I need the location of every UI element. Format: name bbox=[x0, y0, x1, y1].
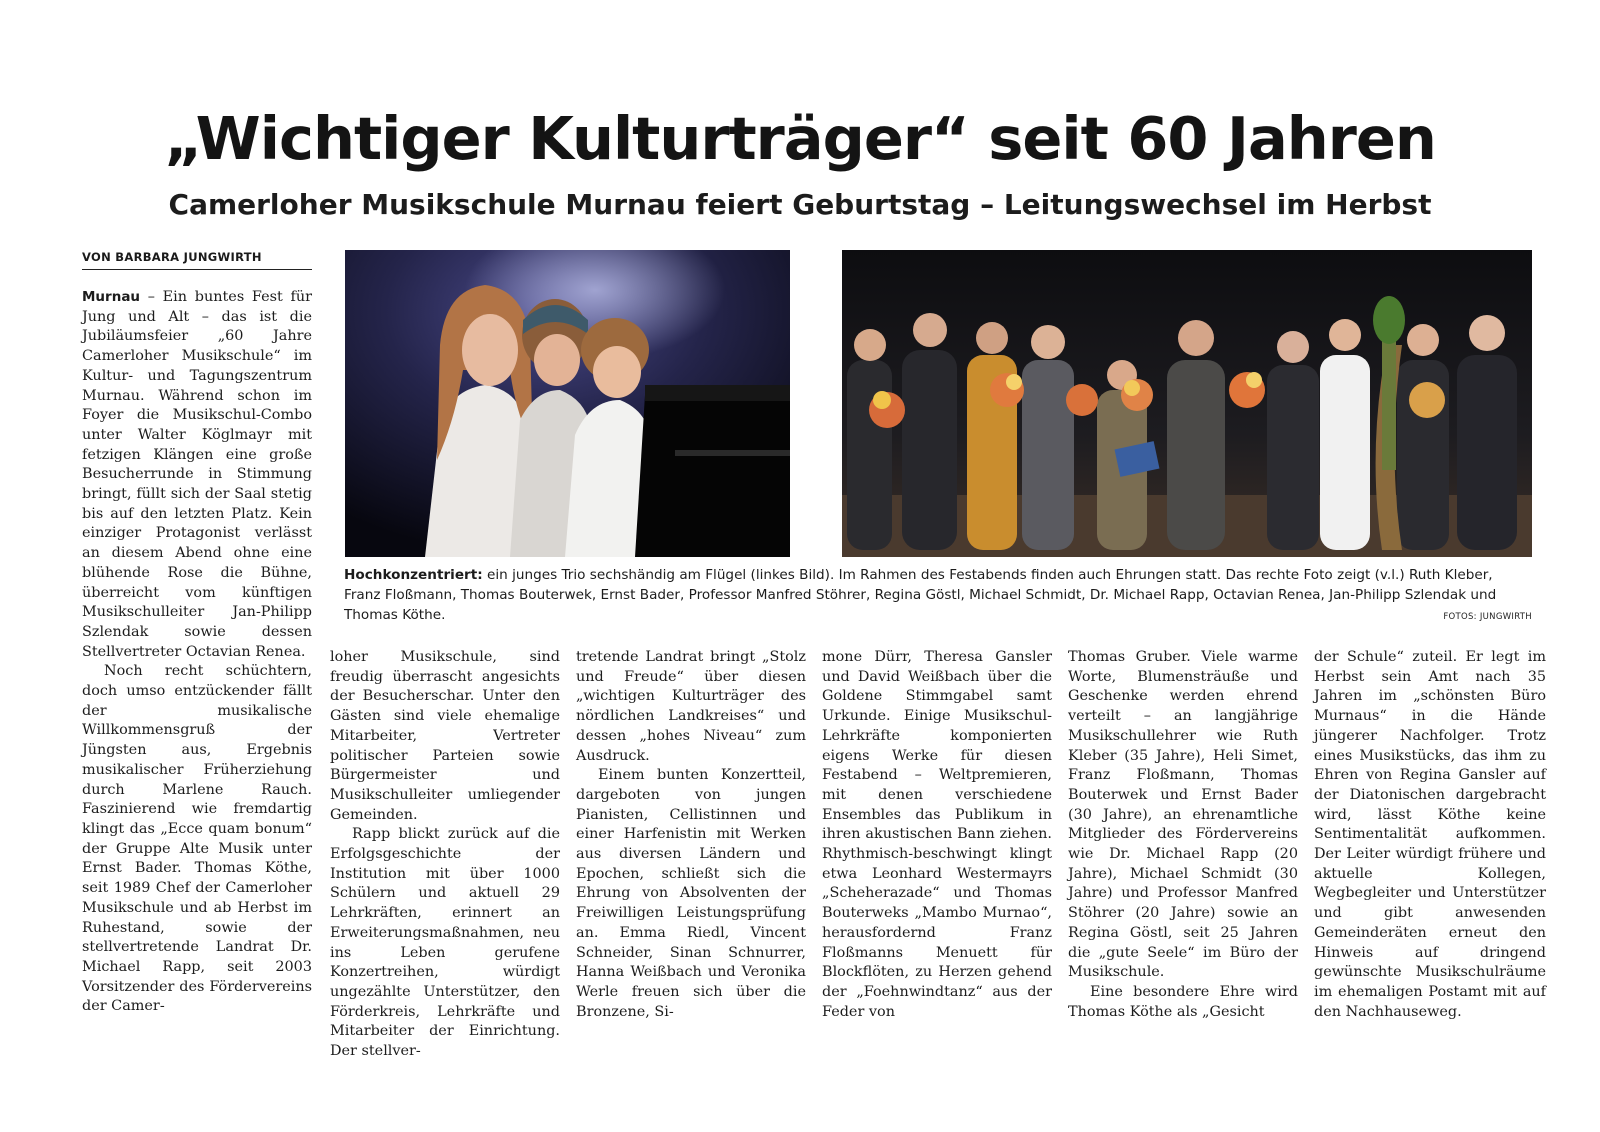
photo-caption bbox=[344, 566, 1532, 625]
article-column-3 bbox=[576, 648, 806, 1022]
article-paragraph: tretende Landrat bringt „Stolz und Freude“ über diesen „wichtigen Kulturträger des nördlichen Landkreises“ und dessen „hohes Niveau“ zum Ausdruck. bbox=[576, 649, 806, 764]
paragraph-text: – Ein buntes Fest für Jung und Alt – das ist die Jubiläumsfeier „60 Jahre Camerloher Musikschule“ im Kultur- und Tagungszentrum Murnau. Während schon im Foyer die Musikschul-Combo unter Walter Köglmayr mit fetzigen Klängen eine große Besucherrunde in Stimmung bringt, füllt sich der Saal stetig bis auf den letzten Platz. Kein einziger Protagonist verlässt an diesem Abend ohne eine blühende Rose die Bühne, überreicht vom künftigen Musikschulleiter Jan-Philipp Szlendak sowie dessen Stellvertreter Octavian Renea. bbox=[82, 289, 312, 660]
article-paragraph bbox=[82, 288, 312, 662]
article-column-2 bbox=[330, 648, 560, 1062]
article-subheadline: Camerloher Musikschule Murnau feiert Geburtstag – Leitungswechsel im Herbst bbox=[168, 188, 1432, 221]
dateline: Murnau bbox=[82, 289, 141, 305]
photo-credit: FOTOS: JUNGWIRTH bbox=[1443, 612, 1532, 622]
caption-label: Hochkonzentriert: bbox=[344, 567, 483, 583]
photo-honorees bbox=[842, 250, 1532, 557]
photo-piano-trio bbox=[345, 250, 790, 557]
article-paragraph: Einem bunten Konzertteil, dargeboten von jungen Pianisten, Cellistinnen und einer Harfenistin mit Werken aus diversen Ländern und Epochen, schließt sich die Ehrung von Absolventen der Freiwilligen Leistungsprüfung an. Emma Riedl, Vincent Schneider, Sinan Schnurrer, Hanna Weißbach und Veronika Werle freuen sich über die Bronzene, Si- bbox=[576, 767, 806, 1020]
article-headline: „Wichtiger Kulturträger“ seit 60 Jahren bbox=[164, 104, 1436, 173]
article-paragraph: loher Musikschule, sind freudig überrascht angesichts der Besucherschar. Unter den Gästen sind viele ehemalige Mitarbeiter, Vertreter politischer Parteien sowie Bürgermeister und Musikschulleiter umliegender Gemeinden. bbox=[330, 649, 560, 823]
caption-text: ein junges Trio sechshändig am Flügel (linkes Bild). Im Rahmen des Festabends finden auch Ehrungen statt. Das rechte Foto zeigt (v.l.) Ruth Kleber, Franz Floßmann, Thomas Bouterwek, Ernst Bader, Professor Manfred Stöhrer, Regina Göstl, Michael Schmidt, Dr. Michael Rapp, Octavian Renea, Jan-Philipp Szlendak und Thomas Köthe. bbox=[344, 567, 1497, 623]
article-paragraph: der Schule“ zuteil. Er legt im Herbst sein Amt nach 35 Jahren im „schönsten Büro Murnaus“ in die Hände jüngerer Nachfolger. Trotz eines Musikstücks, das ihm zu Ehren von Regina Gansler auf der Diatonischen dargebracht wird, lässt Köthe keine Sentimentalität aufkommen. Der Leiter würdigt frühere und aktuelle Kollegen, Wegbegleiter und Unterstützer und gibt anwesenden Gemeinderäten erneut den Hinweis auf dringend gewünschte Musikschulräume im ehemaligen Postamt mit auf den Nachhauseweg. bbox=[1314, 649, 1546, 1020]
article-paragraph: Noch recht schüchtern, doch umso entzückender fällt der musikalische Willkommensgruß der Jüngsten aus, Ergebnis musikalischer Früherziehung durch Marlene Rauch. Faszinierend wie fremdartig klingt das „Ecce quam bonum“ der Gruppe Alte Musik unter Ernst Bader. Thomas Köthe, seit 1989 Chef der Camerloher Musikschule und ab Herbst im Ruhestand, sowie der stellvertretende Landrat Dr. Michael Rapp, seit 2003 Vorsitzender des Fördervereins der Camer- bbox=[82, 663, 312, 1015]
honorees-image bbox=[842, 250, 1532, 557]
byline: VON BARBARA JUNGWIRTH bbox=[82, 250, 312, 270]
piano-trio-image bbox=[345, 250, 790, 557]
article-column-1 bbox=[82, 288, 312, 1017]
article-column-6 bbox=[1314, 648, 1546, 1022]
article-paragraph: Eine besondere Ehre wird Thomas Köthe als „Gesicht bbox=[1068, 983, 1298, 1020]
article-paragraph: Rapp blickt zurück auf die Erfolgsgeschichte der Institution mit über 1000 Schülern und aktuell 29 Lehrkräften, erinnert an Erweiterungsmaßnahmen, neu ins Leben gerufene Konzertreihen, würdigt ungezählte Unterstützer, den Förderkreis, Lehrkräfte und Mitarbeiter der Einrichtung. Der stellver- bbox=[330, 826, 560, 1060]
article-column-5 bbox=[1068, 648, 1298, 1022]
article-column-4 bbox=[822, 648, 1052, 1022]
article-paragraph: Thomas Gruber. Viele warme Worte, Blumensträuße und Geschenke werden ehrend verteilt – an langjährige Musikschullehrer wie Ruth Kleber (35 Jahre), Heli Simet, Franz Floßmann, Thomas Bouterwek und Ernst Bader (30 Jahre), an ehrenamtliche Mitglieder des Fördervereins wie Dr. Michael Rapp (20 Jahre), Michael Schmidt (30 Jahre) und Professor Manfred Stöhrer (20 Jahre) sowie an Regina Göstl, seit 25 Jahren die „gute Seele“ im Büro der Musikschule. bbox=[1068, 649, 1298, 981]
article-paragraph: mone Dürr, Theresa Gansler und David Weißbach über die Goldene Stimmgabel samt Urkunde. Einige Musikschul-Lehrkräfte komponierten eigens Werke für diesen Festabend – Weltpremieren, mit denen verschiedene Ensembles das Publikum in ihren akustischen Bann ziehen. Rhythmisch-beschwingt klingt etwa Leonhard Westermayrs „Scheherazade“ und Thomas Bouterweks „Mambo Murnao“, herausfordernd Franz Floßmanns Menuett für Blockflöten, zu Herzen gehend der „Foehnwindtanz“ aus der Feder von bbox=[822, 649, 1052, 1020]
